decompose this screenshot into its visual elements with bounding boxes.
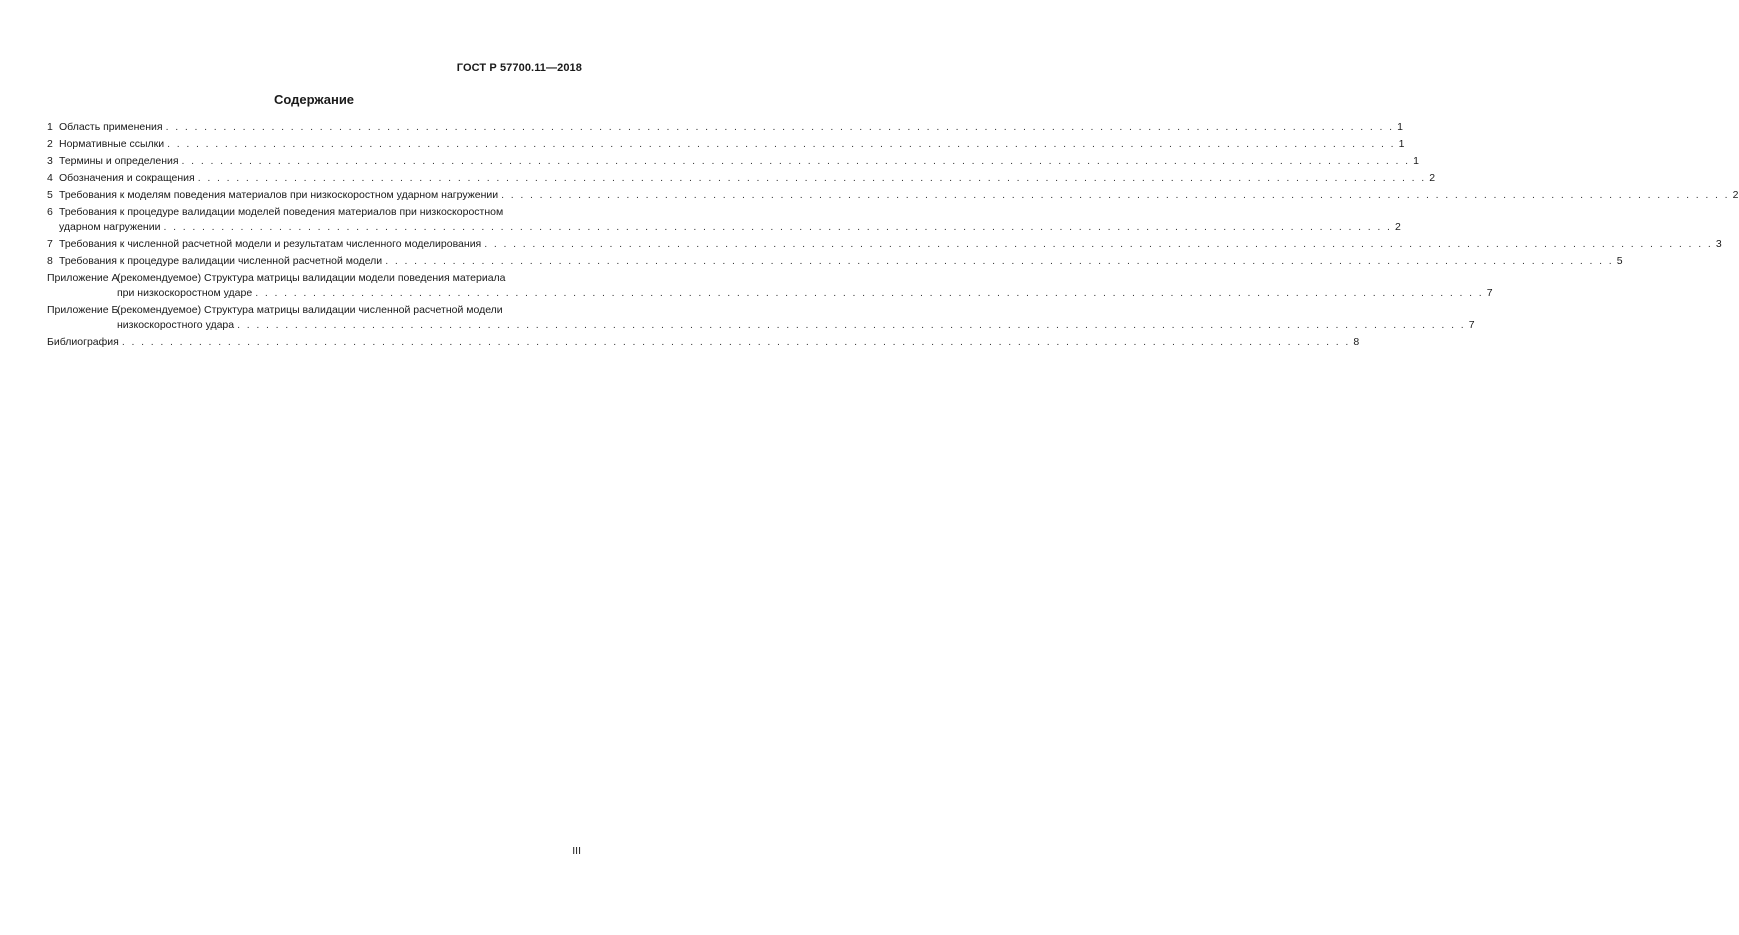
toc-title: Содержание — [273, 92, 355, 107]
toc-entry-5[interactable] — [47, 188, 1739, 203]
appendix-page: 7 — [1468, 319, 1475, 331]
appendix-prefix: Приложение Б — [47, 304, 119, 316]
appendix-text: (рекомендуемое) Структура матрицы валидации численной расчетной модели — [117, 304, 503, 316]
toc-entry-number: 6 — [47, 206, 53, 218]
appendix-page: 7 — [1486, 287, 1493, 299]
toc-entry-page: 3 — [1715, 238, 1722, 250]
toc-entry-text: Обозначения и сокращения — [59, 172, 195, 184]
toc-entry-number: 7 — [47, 238, 53, 250]
toc-entry-6[interactable] — [47, 205, 1401, 235]
toc-entry-text: Нормативные ссылки — [59, 138, 165, 150]
toc-entry-page: 1 — [1398, 138, 1405, 150]
toc-appendix-b[interactable] — [47, 303, 1475, 333]
appendix-text: (рекомендуемое) Структура матрицы валидации модели поведения материала — [117, 272, 506, 284]
toc-entry-number: 5 — [47, 189, 53, 201]
toc-entry-7[interactable] — [47, 237, 1722, 252]
appendix-prefix: Приложение А — [47, 272, 119, 284]
toc-entry-text: Требования к численной расчетной модели и результатам численного моделирования — [59, 238, 482, 250]
toc-entry-page: 1 — [1413, 155, 1419, 167]
toc-appendix-a[interactable] — [47, 271, 1493, 301]
toc-entry-number: 4 — [47, 172, 53, 184]
toc-entry-number: 1 — [47, 121, 53, 133]
toc-entry-3[interactable] — [47, 154, 1419, 169]
dot-leader — [237, 318, 1465, 333]
toc-entry-page: 2 — [1429, 172, 1436, 184]
toc-entry-number: 2 — [47, 138, 53, 150]
toc-entry-text-continued: ударном нагружении — [59, 221, 161, 233]
toc-entry-number: 3 — [47, 155, 53, 167]
appendix-text-continued: низкоскоростного удара — [117, 319, 235, 331]
toc-entry-page: 2 — [1732, 189, 1739, 201]
toc-entry-text: Требования к процедуре валидации численной расчетной модели — [59, 255, 383, 267]
toc-entry-1[interactable] — [47, 120, 1403, 135]
dot-leader — [163, 220, 1391, 235]
toc-entry-4[interactable] — [47, 171, 1436, 186]
bibliography-page: 8 — [1353, 336, 1360, 348]
dot-leader — [198, 171, 1426, 186]
toc-entry-2[interactable] — [47, 137, 1405, 152]
toc-bibliography[interactable] — [47, 335, 1360, 350]
dot-leader — [166, 120, 1394, 135]
toc-entry-8[interactable] — [47, 254, 1623, 269]
dot-leader — [484, 237, 1712, 252]
page-number: III — [572, 845, 581, 857]
appendix-text-continued: при низкоскоростном ударе — [117, 287, 253, 299]
document-code: ГОСТ Р 57700.11—2018 — [456, 62, 582, 74]
dot-leader — [385, 254, 1613, 269]
toc-entry-text: Требования к моделям поведения материалов при низкоскоростном ударном нагружении — [59, 189, 499, 201]
toc-entry-text: Требования к процедуре валидации моделей поведения материалов при низкоскоростном — [59, 206, 504, 218]
toc-entry-text: Термины и определения — [59, 155, 179, 167]
table-of-contents — [47, 120, 1739, 350]
toc-entry-page: 5 — [1616, 255, 1623, 267]
dot-leader — [122, 335, 1350, 350]
toc-entry-number: 8 — [47, 255, 53, 267]
toc-entry-page: 1 — [1397, 121, 1403, 133]
dot-leader — [182, 154, 1410, 169]
dot-leader — [167, 137, 1395, 152]
dot-leader — [255, 286, 1483, 301]
toc-entry-page: 2 — [1395, 221, 1401, 233]
dot-leader — [501, 188, 1729, 203]
bibliography-text: Библиография — [47, 336, 119, 348]
toc-entry-text: Область применения — [59, 121, 163, 133]
